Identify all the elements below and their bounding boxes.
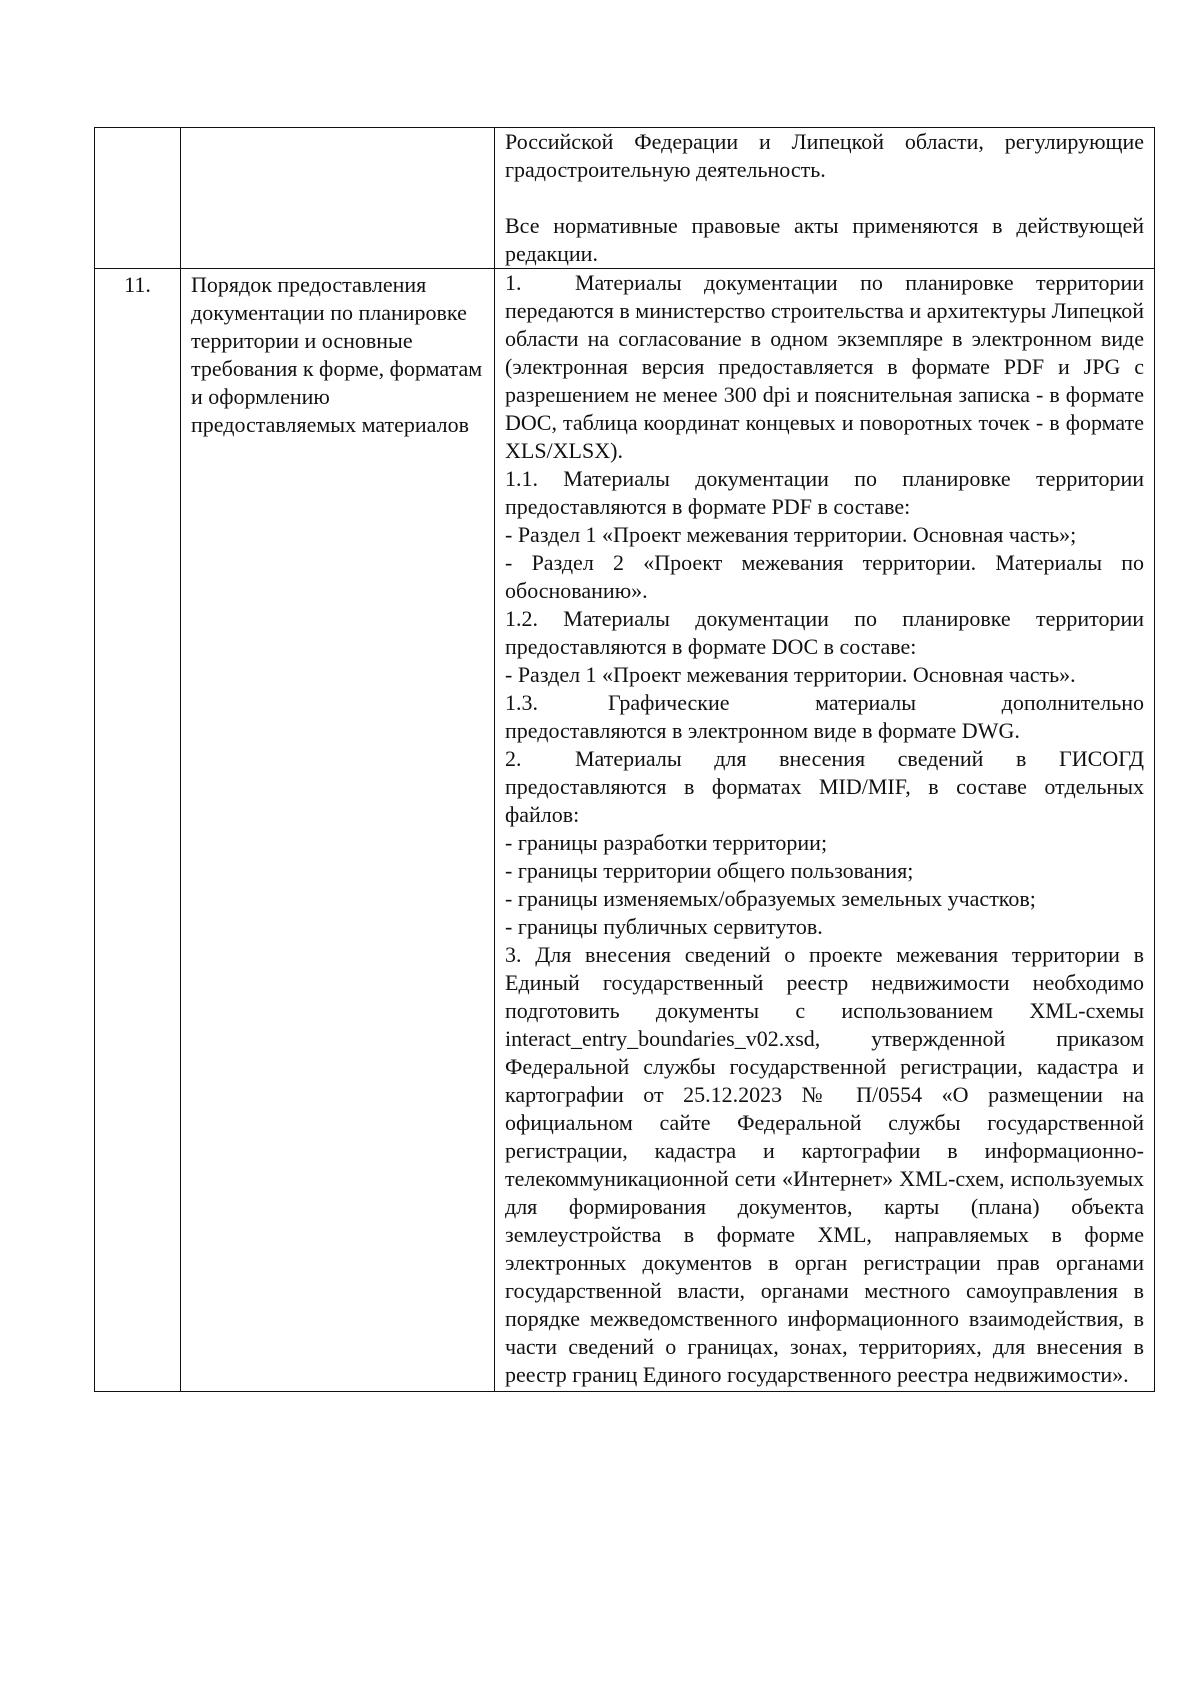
item-text: Графические материалы дополнительно предоставляются в электронном виде в формате DWG. [505, 690, 1144, 743]
paragraph-item-2 [505, 745, 1144, 829]
paragraph-item-3: 3. Для внесения сведений о проекте межевания территории в Единый государственный реестр недвижимости необходимо подготовить документы с использованием XML-схемы interact_entry_boundaries_v02.xsd, утвержденной приказом Федеральной службы государственной регистрации, кадастра и картографии от 25.12.2023 № П/0554 «О размещении на официальном сайте Федеральной службы государственной регистрации, кадастра и картографии в информационно-телекоммуникационной сети «Интернет» XML-схем, используемых для формирования документов, карты (плана) объекта землеустройства в формате XML, направляемых в форме электронных документов в орган регистрации прав органами государственной власти, органами местного самоуправления в порядке межведомственного информационного взаимодействия, в части сведений о границах, зонах, территориях, для внесения в реестр границ Единого государственного реестра недвижимости». [505, 942, 1144, 1387]
row-number-cell-empty [95, 128, 181, 269]
item-number: 1. [505, 270, 522, 295]
table-row [95, 128, 1155, 269]
paragraph-item-1-2: 1.2. Материалы документации по планировке территории предоставляются в формате DOC в составе: [505, 606, 1144, 659]
row-content-cell [495, 128, 1155, 269]
item-text: Материалы документации по планировке территории передаются в министерство строительства и архитектуры Липецкой области на согласование в одном экземпляре в электронном виде (электронная версия предоставляется в формате PDF и JPG с разрешением не менее 300 dpi и пояснительная записка - в формате DOC, таблица координат концевых и поворотных точек - в формате XLS/XLSX). [505, 270, 1144, 463]
row-subject: Порядок предоставления документации по планировке территории и основные требования к форме, форматам и оформлению предоставляемых материалов [191, 272, 483, 437]
requirements-table [94, 127, 1155, 1392]
list-item: - границы разработки территории; [505, 830, 828, 855]
list-item: - Раздел 1 «Проект межевания территории. Основная часть». [505, 662, 1076, 687]
list-item: - границы публичных сервитутов. [505, 914, 823, 939]
item-number: 2. [505, 746, 522, 771]
item-text: Материалы для внесения сведений в ГИСОГД предоставляются в форматах MID/MIF, в составе отдельных файлов: [505, 746, 1144, 827]
row-content-cell [495, 269, 1155, 1392]
paragraph-item-1 [505, 269, 1144, 465]
list-item: - Раздел 1 «Проект межевания территории. Основная часть»; [505, 522, 1077, 547]
paragraph: Российской Федерации и Липецкой области, регулирующие градостроительную деятельность. [505, 129, 1144, 182]
table-row [95, 269, 1155, 1392]
list-item: - границы изменяемых/образуемых земельных участков; [505, 886, 1036, 911]
list-item: - Раздел 2 «Проект межевания территории. Материалы по обоснованию». [505, 550, 1144, 603]
list-item: - границы территории общего пользования; [505, 858, 914, 883]
row-subject-cell-empty [181, 128, 495, 269]
paragraph-item-1-1: 1.1. Материалы документации по планировке территории предоставляются в формате PDF в составе: [505, 466, 1144, 519]
row-subject-cell [181, 269, 495, 1392]
row-number: 11. [124, 272, 151, 297]
item-number: 1.3. [505, 690, 538, 715]
paragraph-item-1-3 [505, 689, 1144, 745]
row-number-cell [95, 269, 181, 1392]
paragraph: Все нормативные правовые акты применяются в действующей редакции. [505, 213, 1144, 266]
